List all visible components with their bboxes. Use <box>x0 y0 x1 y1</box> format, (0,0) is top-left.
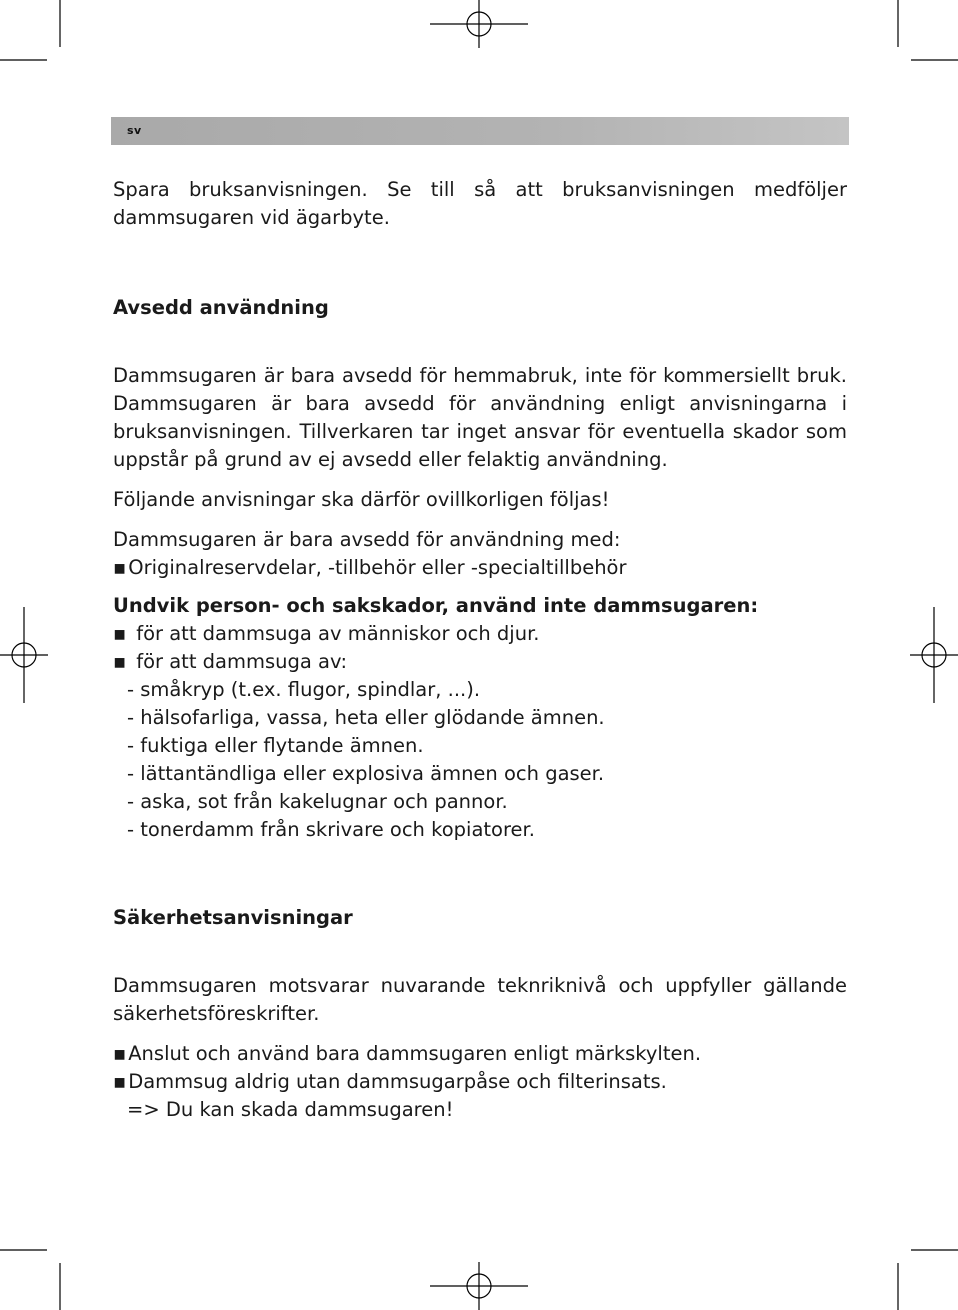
safety-warning: => Du kan skada dammsugaren! <box>127 1098 454 1121</box>
registration-target-right <box>910 607 958 703</box>
avoid-heading: Undvik person- och sakskador, använd inte dammsugaren: <box>113 594 759 617</box>
avoid-sub-item: - småkryp (t.ex. flugor, spindlar, ...). <box>127 678 481 701</box>
avoid-sub-item: - hälsofarliga, vassa, heta eller glödande ämnen. <box>127 706 605 729</box>
safety-item: ▪ Anslut och använd bara dammsugaren enligt märkskylten. <box>113 1040 847 1068</box>
avoid-sub-item: - aska, sot från kakelugnar och pannor. <box>127 790 508 813</box>
safety-item: ▪ Dammsug aldrig utan dammsugarpåse och filterinsats. <box>113 1068 847 1096</box>
intro-paragraph: Spara bruksanvisningen. Se till så att bruksanvisningen medföljer dammsugaren vid ägarbyte. <box>113 178 847 229</box>
avoid-sub-item: - lättantändliga eller explosiva ämnen och gaser. <box>127 762 605 785</box>
safety-paragraph: Dammsugaren motsvarar nuvarande teknriknivå och uppfyller gällande säkerhetsföreskrifter. <box>113 974 847 1025</box>
avoid-sub-item: - tonerdamm från skrivare och kopiatorer. <box>127 818 535 841</box>
avoid-sub-item: - fuktiga eller flytande ämnen. <box>127 734 424 757</box>
registration-target-bottom <box>430 1262 528 1310</box>
registration-target-top <box>430 0 528 48</box>
language-bar <box>111 117 849 145</box>
avoid-list <box>113 620 847 844</box>
intended-use-note: Följande anvisningar ska därför ovillkorligen följas! <box>113 488 610 511</box>
page-content <box>113 176 847 1124</box>
use-with-item: ▪ Originalreservdelar, -tillbehör eller -specialtillbehör <box>113 554 847 582</box>
avoid-item: ▪ för att dammsuga av: <box>113 648 847 676</box>
use-with-intro: Dammsugaren är bara avsedd för användning med: <box>113 528 621 551</box>
safety-heading: Säkerhetsanvisningar <box>113 906 353 929</box>
language-code: sv <box>127 124 142 137</box>
intended-use-heading: Avsedd användning <box>113 296 329 319</box>
registration-target-left <box>0 607 48 703</box>
intended-use-paragraph: Dammsugaren är bara avsedd för hemmabruk, inte för kommersiellt bruk. Dammsugaren är bara avsedd för användning enligt anvisningarna i bruksanvisningen. Tillverkaren tar inget ansvar för eventuella skador som uppstår på grund av ej avsedd eller felaktig användning. <box>113 364 847 471</box>
safety-list <box>113 1040 847 1124</box>
avoid-item: ▪ för att dammsuga av människor och djur. <box>113 620 847 648</box>
